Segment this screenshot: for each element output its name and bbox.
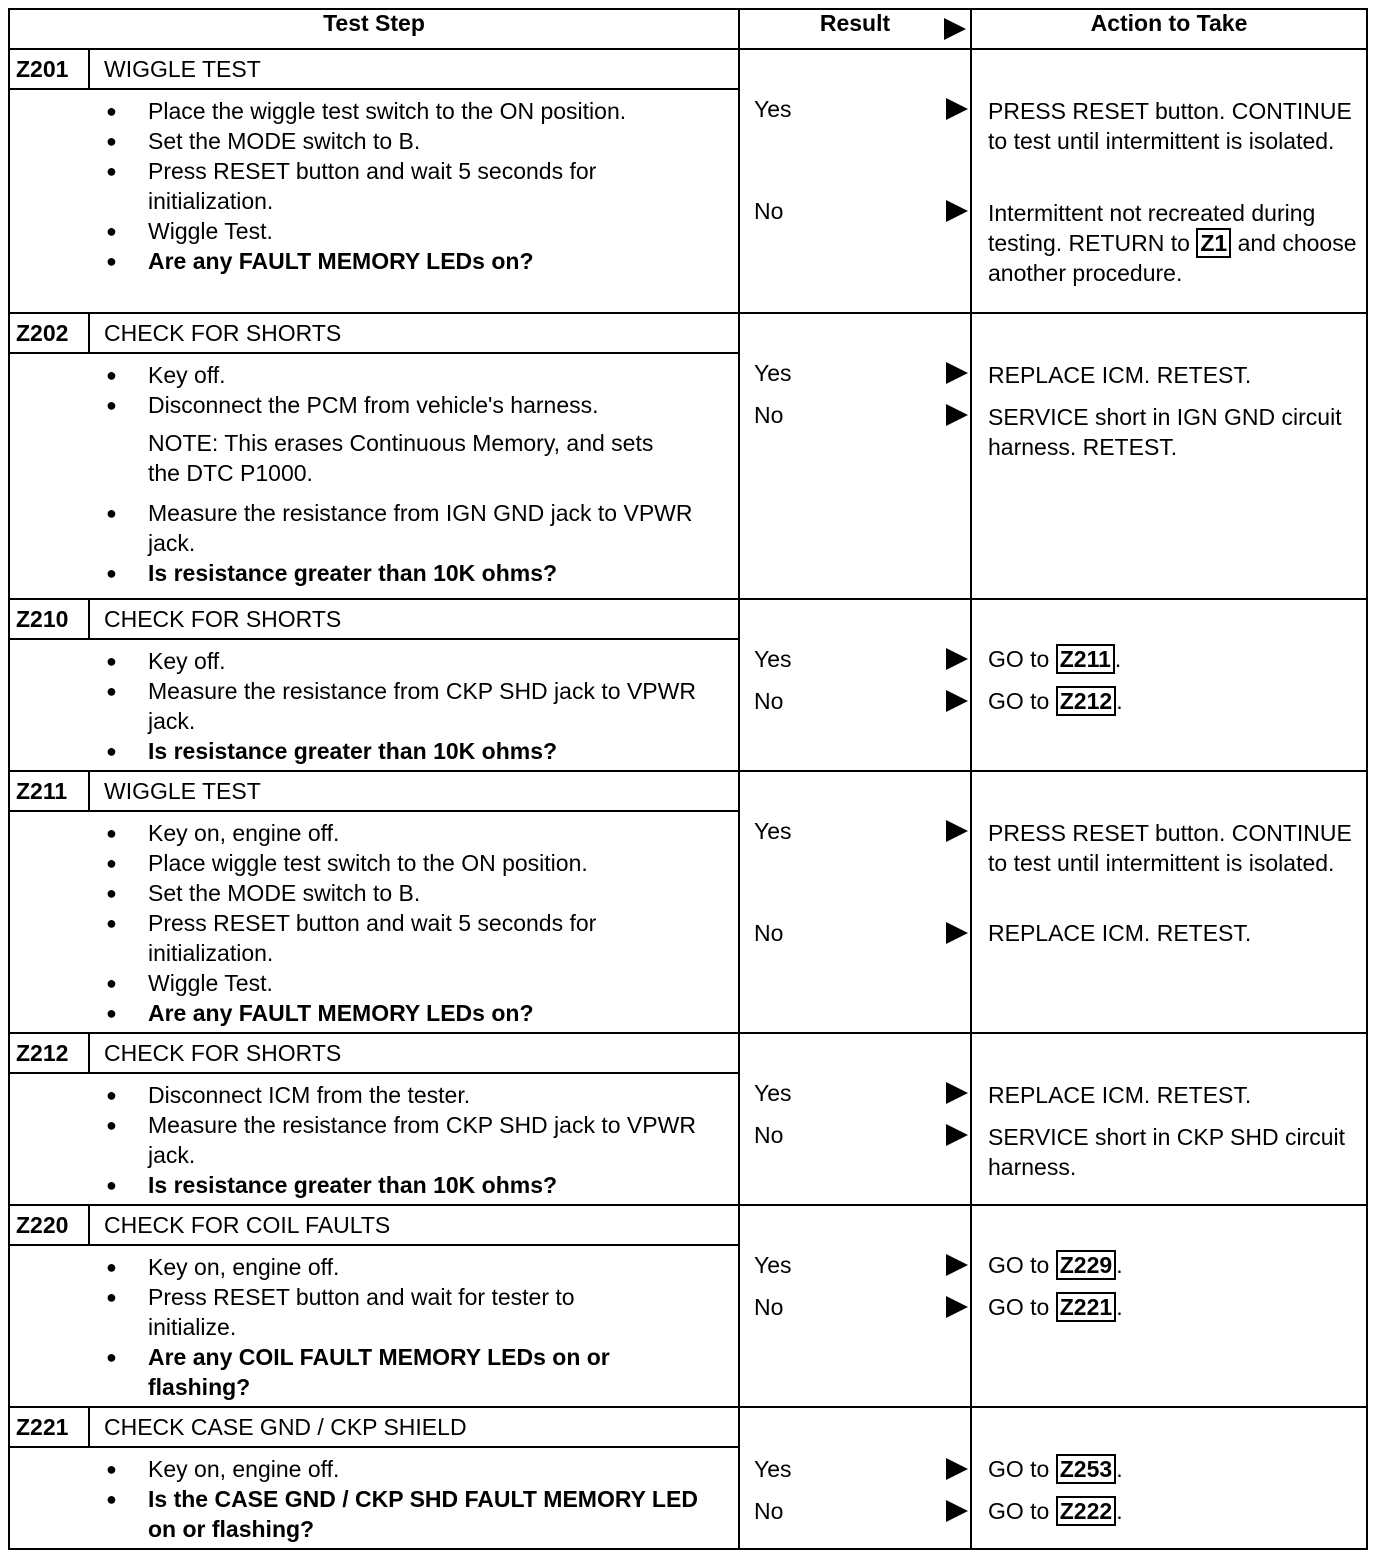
list-item: ● Is the CASE GND / CKP SHD FAULT MEMORY LED on or flashing? [106, 1484, 718, 1544]
list-item: ● Key off. [106, 646, 738, 676]
action-cell [971, 49, 1367, 313]
arrow-right-icon [946, 648, 968, 670]
result-cell [739, 599, 971, 771]
action-text-pre: GO to [988, 688, 1050, 714]
action-text-pre: Intermittent not recreated during testing. RETURN to [988, 200, 1316, 256]
table-row [9, 771, 1367, 1033]
list-item: ● Press RESET button and wait 5 seconds for initialization. [106, 156, 688, 216]
result-cell [739, 1205, 971, 1407]
list-item: ● Key on, engine off. [106, 1454, 738, 1484]
action-cell [971, 1205, 1367, 1407]
step-bullets [10, 1448, 738, 1548]
arrow-right-icon [946, 200, 968, 222]
arrow-right-icon [944, 18, 966, 40]
step-title: CHECK CASE GND / CKP SHIELD [104, 1413, 467, 1440]
action-text: SERVICE short in IGN GND circuit harness. RETEST. [988, 404, 1342, 460]
step-id: Z210 [10, 600, 90, 638]
step-id: Z212 [10, 1034, 90, 1072]
step-bullets [10, 496, 738, 592]
step-reference-link[interactable]: Z229 [1056, 1250, 1116, 1280]
step-bullets [10, 354, 738, 420]
result-label: Yes [754, 1456, 792, 1482]
list-item: ● Wiggle Test. [106, 216, 738, 246]
action-text [988, 198, 1362, 288]
result-label: No [754, 1498, 784, 1524]
action-text-post: . [1116, 1498, 1123, 1524]
step-header [10, 1034, 738, 1074]
list-item: ● Is resistance greater than 10K ohms? [106, 558, 738, 588]
step-header [10, 1408, 738, 1448]
step-reference-link[interactable]: Z211 [1056, 644, 1115, 674]
step-reference-link[interactable]: Z212 [1056, 686, 1116, 716]
arrow-right-icon [946, 922, 968, 944]
list-item: ● Measure the resistance from CKP SHD jack to VPWR jack. [106, 1110, 708, 1170]
action-text-pre: GO to [988, 1456, 1050, 1482]
list-item: ● Are any FAULT MEMORY LEDs on? [106, 246, 738, 276]
action-text-post: . [1116, 1294, 1123, 1320]
step-id: Z220 [10, 1206, 90, 1244]
step-bullets [10, 812, 738, 1032]
list-item: ● Key on, engine off. [106, 1252, 738, 1282]
test-step-cell [9, 599, 739, 771]
action-text: REPLACE ICM. RETEST. [988, 1082, 1252, 1108]
result-label: No [754, 920, 784, 946]
result-label: No [754, 198, 784, 224]
table-row [9, 49, 1367, 313]
list-item: ● Disconnect the PCM from vehicle's harness. [106, 390, 738, 420]
step-id: Z201 [10, 50, 90, 88]
action-text-post: and choose another procedure. [988, 230, 1357, 286]
step-reference-link[interactable]: Z222 [1056, 1496, 1116, 1526]
result-label: Yes [754, 818, 792, 844]
action-text [988, 686, 1362, 716]
test-step-cell [9, 1033, 739, 1205]
action-cell [971, 313, 1367, 599]
list-item: ● Measure the resistance from IGN GND jack to VPWR jack. [106, 498, 708, 558]
action-text: SERVICE short in CKP SHD circuit harness. [988, 1124, 1346, 1180]
arrow-right-icon [946, 820, 968, 842]
result-cell [739, 1407, 971, 1549]
action-text-pre: GO to [988, 1498, 1050, 1524]
step-id: Z221 [10, 1408, 90, 1446]
table-row [9, 599, 1367, 771]
action-text-pre: GO to [988, 1294, 1050, 1320]
step-header [10, 772, 738, 812]
result-label: Yes [754, 1080, 792, 1106]
note-text: NOTE: This erases Continuous Memory, and sets the DTC P1000. [148, 430, 654, 486]
list-item: ● Is resistance greater than 10K ohms? [106, 736, 738, 766]
result-label: Yes [754, 96, 792, 122]
test-step-cell [9, 49, 739, 313]
step-title: WIGGLE TEST [104, 777, 261, 804]
test-step-cell [9, 771, 739, 1033]
step-header [10, 1206, 738, 1246]
result-label: Yes [754, 1252, 792, 1278]
action-text: PRESS RESET button. CONTINUE to test until intermittent is isolated. [988, 820, 1352, 876]
list-item: ● Place the wiggle test switch to the ON position. [106, 96, 628, 126]
test-step-cell [9, 1205, 739, 1407]
test-step-cell [9, 313, 739, 599]
action-text-post: . [1114, 646, 1122, 672]
step-bullets [10, 1074, 738, 1204]
test-step-table-wrapper [8, 8, 1366, 1550]
list-item: ● Set the MODE switch to B. [106, 126, 738, 156]
result-label: Yes [754, 360, 792, 386]
arrow-right-icon [946, 690, 968, 712]
action-text-pre: GO to [988, 1252, 1050, 1278]
step-reference-link[interactable]: Z221 [1056, 1292, 1116, 1322]
step-title: WIGGLE TEST [104, 55, 261, 82]
action-cell [971, 1033, 1367, 1205]
table-row [9, 1205, 1367, 1407]
list-item: ● Press RESET button and wait 5 seconds for initialization. [106, 908, 688, 968]
test-step-table [8, 8, 1368, 1550]
result-label: No [754, 688, 784, 714]
action-text-post: . [1116, 1252, 1123, 1278]
action-text: REPLACE ICM. RETEST. [988, 920, 1252, 946]
step-title: CHECK FOR COIL FAULTS [104, 1211, 391, 1238]
action-text [988, 1496, 1362, 1526]
step-bullets [10, 640, 738, 770]
action-text: REPLACE ICM. RETEST. [988, 362, 1252, 388]
action-text-pre: GO to [988, 646, 1050, 672]
list-item: ● Disconnect ICM from the tester. [106, 1080, 738, 1110]
list-item: ● Key on, engine off. [106, 818, 738, 848]
table-row [9, 1407, 1367, 1549]
list-item: ● Are any COIL FAULT MEMORY LEDs on or flashing? [106, 1342, 688, 1402]
action-text-post: . [1116, 688, 1123, 714]
action-text [988, 644, 1362, 674]
action-cell [971, 1407, 1367, 1549]
list-item: ● Place wiggle test switch to the ON position. [106, 848, 738, 878]
arrow-right-icon [946, 404, 968, 426]
header-action: Action to Take [971, 9, 1367, 49]
arrow-right-icon [946, 1296, 968, 1318]
arrow-right-icon [946, 362, 968, 384]
step-title: CHECK FOR SHORTS [104, 605, 342, 632]
action-text [988, 1292, 1362, 1322]
arrow-right-icon [946, 1500, 968, 1522]
step-bullets [10, 1246, 738, 1406]
result-cell [739, 1033, 971, 1205]
header-result-label: Result [819, 10, 891, 36]
list-item: ● Set the MODE switch to B. [106, 878, 738, 908]
step-id: Z202 [10, 314, 90, 352]
arrow-right-icon [946, 1458, 968, 1480]
list-item: ● Is resistance greater than 10K ohms? [106, 1170, 738, 1200]
arrow-right-icon [946, 1124, 968, 1146]
action-cell [971, 599, 1367, 771]
result-cell [739, 771, 971, 1033]
list-item: ● Are any FAULT MEMORY LEDs on? [106, 998, 738, 1028]
action-text [988, 1454, 1362, 1484]
header-result [739, 9, 971, 49]
list-item: ● Measure the resistance from CKP SHD jack to VPWR jack. [106, 676, 708, 736]
test-step-cell [9, 1407, 739, 1549]
result-label: No [754, 402, 784, 428]
step-header [10, 314, 738, 354]
arrow-right-icon [946, 98, 968, 120]
arrow-right-icon [946, 1254, 968, 1276]
step-header [10, 600, 738, 640]
list-item: ● Press RESET button and wait for tester to initialize. [106, 1282, 668, 1342]
result-cell [739, 49, 971, 313]
header-test-step: Test Step [9, 9, 739, 49]
action-cell [971, 771, 1367, 1033]
list-item: ● Wiggle Test. [106, 968, 738, 998]
step-header [10, 50, 738, 90]
step-title: CHECK FOR SHORTS [104, 319, 342, 346]
step-reference-link[interactable]: Z1 [1196, 228, 1231, 258]
arrow-right-icon [946, 1082, 968, 1104]
action-text-post: . [1116, 1456, 1123, 1482]
table-row [9, 1033, 1367, 1205]
step-title: CHECK FOR SHORTS [104, 1039, 342, 1066]
result-label: No [754, 1294, 784, 1320]
list-item: ● Key off. [106, 360, 738, 390]
result-label: No [754, 1122, 784, 1148]
action-text [988, 1250, 1362, 1280]
step-bullets [10, 90, 738, 280]
table-row [9, 313, 1367, 599]
result-cell [739, 313, 971, 599]
table-header-row [9, 9, 1367, 49]
result-label: Yes [754, 646, 792, 672]
step-reference-link[interactable]: Z253 [1056, 1454, 1116, 1484]
step-id: Z211 [10, 772, 90, 810]
action-text: PRESS RESET button. CONTINUE to test until intermittent is isolated. [988, 98, 1352, 154]
